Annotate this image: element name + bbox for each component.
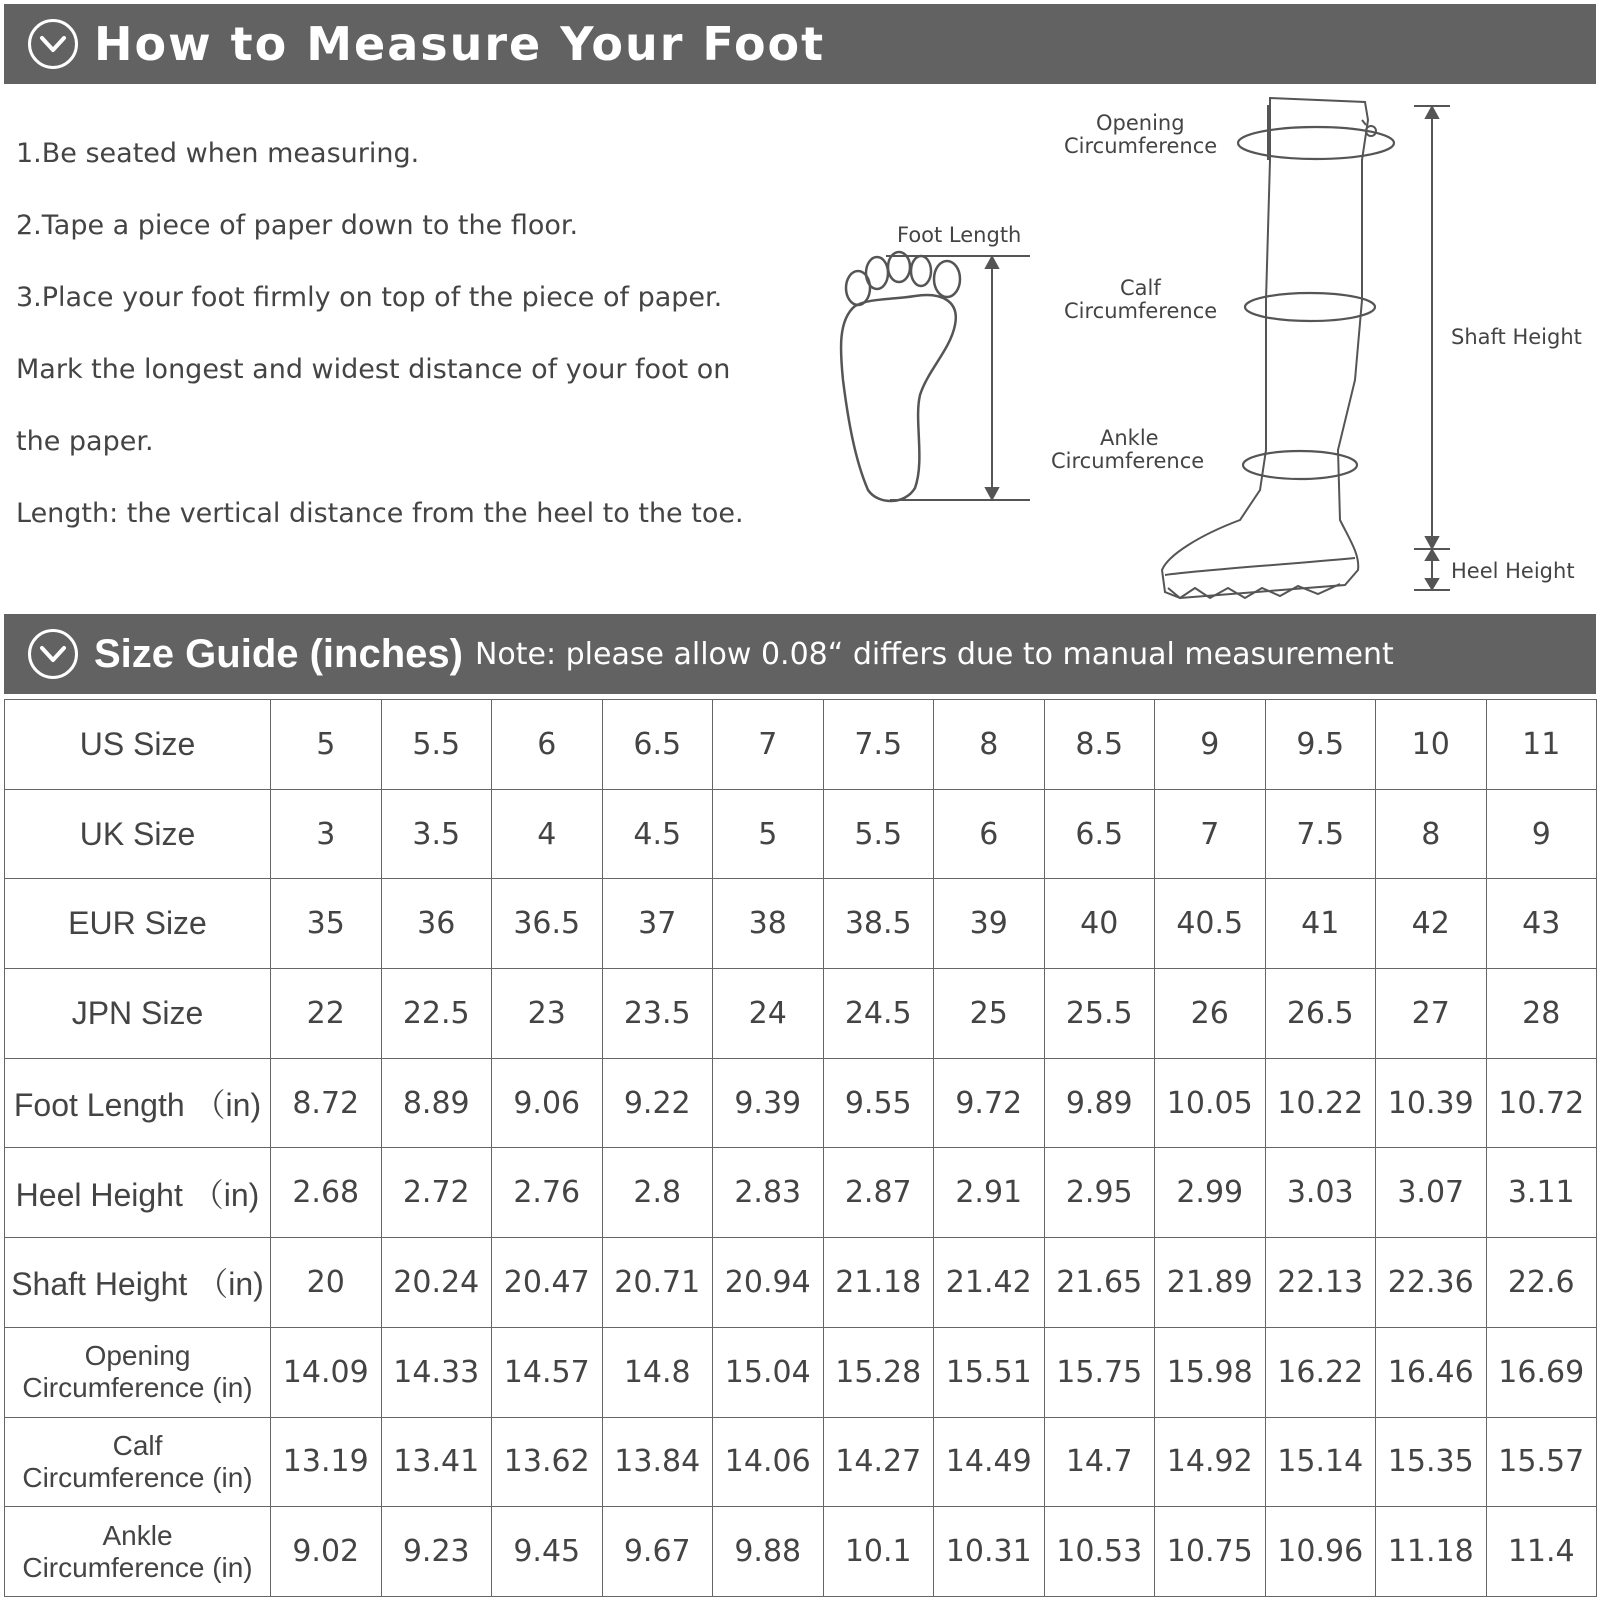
calf-label: Calf bbox=[1120, 276, 1161, 300]
table-cell: 2.99 bbox=[1155, 1148, 1266, 1238]
instruction-line: 2.Tape a piece of paper down to the floor. bbox=[16, 210, 579, 241]
table-cell: 13.41 bbox=[381, 1417, 492, 1507]
table-cell: 15.75 bbox=[1044, 1327, 1155, 1417]
table-cell: 35 bbox=[271, 879, 382, 969]
table-cell: 10.75 bbox=[1155, 1507, 1266, 1597]
table-cell: 13.84 bbox=[602, 1417, 713, 1507]
row-header: JPN Size bbox=[5, 969, 271, 1059]
table-cell: 10.72 bbox=[1486, 1058, 1597, 1148]
table-cell: 15.04 bbox=[713, 1327, 824, 1417]
table-cell: 2.68 bbox=[271, 1148, 382, 1238]
instruction-line: Length: the vertical distance from the heel to the toe. bbox=[16, 498, 744, 529]
table-cell: 20.94 bbox=[713, 1238, 824, 1328]
shaft-height-label: Shaft Height bbox=[1451, 325, 1582, 349]
table-cell: 5.5 bbox=[823, 789, 934, 879]
row-header bbox=[5, 1327, 271, 1417]
table-cell: 38.5 bbox=[823, 879, 934, 969]
table-row bbox=[5, 879, 1597, 969]
table-cell: 20.47 bbox=[492, 1238, 603, 1328]
instruction-line: 1.Be seated when measuring. bbox=[16, 138, 420, 169]
table-cell: 16.22 bbox=[1265, 1327, 1376, 1417]
table-cell: 2.83 bbox=[713, 1148, 824, 1238]
row-header: Foot Length （in) bbox=[5, 1058, 271, 1148]
table-cell: 9.39 bbox=[713, 1058, 824, 1148]
table-cell: 40 bbox=[1044, 879, 1155, 969]
row-header bbox=[5, 1417, 271, 1507]
table-cell: 25.5 bbox=[1044, 969, 1155, 1059]
table-cell: 14.09 bbox=[271, 1327, 382, 1417]
size-guide-note: Note: please allow 0.08“ differs due to manual measurement bbox=[474, 636, 1394, 672]
table-cell: 20.24 bbox=[381, 1238, 492, 1328]
table-cell: 38 bbox=[713, 879, 824, 969]
table-cell: 9 bbox=[1155, 700, 1266, 790]
row-header-line: Circumference (in) bbox=[22, 1461, 253, 1493]
table-cell: 27 bbox=[1376, 969, 1487, 1059]
table-cell: 14.06 bbox=[713, 1417, 824, 1507]
table-cell: 4 bbox=[492, 789, 603, 879]
table-cell: 14.27 bbox=[823, 1417, 934, 1507]
table-cell: 13.19 bbox=[271, 1417, 382, 1507]
table-cell: 3.07 bbox=[1376, 1148, 1487, 1238]
table-cell: 7.5 bbox=[1265, 789, 1376, 879]
row-header-line: Opening bbox=[84, 1340, 191, 1372]
table-cell: 23.5 bbox=[602, 969, 713, 1059]
table-cell: 26 bbox=[1155, 969, 1266, 1059]
table-cell: 14.57 bbox=[492, 1327, 603, 1417]
opening-label: Circumference bbox=[1064, 134, 1218, 158]
table-cell: 26.5 bbox=[1265, 969, 1376, 1059]
table-cell: 22.36 bbox=[1376, 1238, 1487, 1328]
table-row bbox=[5, 1327, 1597, 1417]
table-cell: 9.5 bbox=[1265, 700, 1376, 790]
table-cell: 7 bbox=[713, 700, 824, 790]
table-cell: 14.8 bbox=[602, 1327, 713, 1417]
table-cell: 2.91 bbox=[934, 1148, 1045, 1238]
table-cell: 25 bbox=[934, 969, 1045, 1059]
boot-outline-icon bbox=[1162, 98, 1376, 598]
measure-instructions bbox=[16, 118, 776, 550]
table-cell: 28 bbox=[1486, 969, 1597, 1059]
table-cell: 16.69 bbox=[1486, 1327, 1597, 1417]
calf-label: Circumference bbox=[1064, 299, 1218, 323]
page-title: How to Measure Your Foot bbox=[94, 17, 826, 71]
table-cell: 8 bbox=[934, 700, 1045, 790]
table-cell: 8 bbox=[1376, 789, 1487, 879]
table-cell: 3.03 bbox=[1265, 1148, 1376, 1238]
size-guide-header bbox=[4, 614, 1596, 694]
table-cell: 11.18 bbox=[1376, 1507, 1487, 1597]
table-cell: 9.67 bbox=[602, 1507, 713, 1597]
table-cell: 6.5 bbox=[602, 700, 713, 790]
chevron-down-circle-icon bbox=[28, 19, 78, 69]
table-cell: 2.95 bbox=[1044, 1148, 1155, 1238]
row-header: UK Size bbox=[5, 789, 271, 879]
table-cell: 6.5 bbox=[1044, 789, 1155, 879]
ankle-label: Ankle bbox=[1100, 426, 1159, 450]
instruction-line: 3.Place your foot firmly on top of the piece of paper. bbox=[16, 282, 723, 313]
table-cell: 22.13 bbox=[1265, 1238, 1376, 1328]
ankle-label: Circumference bbox=[1051, 449, 1205, 473]
table-cell: 40.5 bbox=[1155, 879, 1266, 969]
row-header-line: Ankle bbox=[102, 1519, 173, 1551]
table-cell: 9.88 bbox=[713, 1507, 824, 1597]
measure-header bbox=[4, 4, 1596, 84]
table-cell: 3.5 bbox=[381, 789, 492, 879]
table-cell: 36.5 bbox=[492, 879, 603, 969]
table-cell: 5 bbox=[713, 789, 824, 879]
table-cell: 2.87 bbox=[823, 1148, 934, 1238]
table-cell: 20 bbox=[271, 1238, 382, 1328]
table-cell: 10.22 bbox=[1265, 1058, 1376, 1148]
table-row bbox=[5, 1238, 1597, 1328]
table-cell: 9.02 bbox=[271, 1507, 382, 1597]
table-cell: 42 bbox=[1376, 879, 1487, 969]
table-cell: 6 bbox=[492, 700, 603, 790]
table-cell: 15.98 bbox=[1155, 1327, 1266, 1417]
row-header: Shaft Height （in) bbox=[5, 1238, 271, 1328]
table-cell: 14.49 bbox=[934, 1417, 1045, 1507]
table-cell: 5 bbox=[271, 700, 382, 790]
table-cell: 24 bbox=[713, 969, 824, 1059]
circumference-rings bbox=[1238, 127, 1394, 479]
table-cell: 10.96 bbox=[1265, 1507, 1376, 1597]
row-header: US Size bbox=[5, 700, 271, 790]
table-row bbox=[5, 1058, 1597, 1148]
table-cell: 10.53 bbox=[1044, 1507, 1155, 1597]
table-cell: 9 bbox=[1486, 789, 1597, 879]
instruction-line: the paper. bbox=[16, 426, 154, 457]
table-cell: 21.65 bbox=[1044, 1238, 1155, 1328]
table-cell: 8.72 bbox=[271, 1058, 382, 1148]
table-cell: 2.76 bbox=[492, 1148, 603, 1238]
table-cell: 15.51 bbox=[934, 1327, 1045, 1417]
table-cell: 2.8 bbox=[602, 1148, 713, 1238]
table-cell: 41 bbox=[1265, 879, 1376, 969]
table-cell: 10.31 bbox=[934, 1507, 1045, 1597]
table-row bbox=[5, 1148, 1597, 1238]
heel-height-label: Heel Height bbox=[1451, 559, 1575, 583]
table-cell: 11 bbox=[1486, 700, 1597, 790]
table-cell: 9.72 bbox=[934, 1058, 1045, 1148]
table-cell: 36 bbox=[381, 879, 492, 969]
table-cell: 14.7 bbox=[1044, 1417, 1155, 1507]
table-cell: 10 bbox=[1376, 700, 1487, 790]
table-cell: 39 bbox=[934, 879, 1045, 969]
table-cell: 9.55 bbox=[823, 1058, 934, 1148]
shaft-height-indicator bbox=[1414, 106, 1450, 549]
table-cell: 15.35 bbox=[1376, 1417, 1487, 1507]
size-table bbox=[4, 699, 1597, 1597]
table-cell: 8.5 bbox=[1044, 700, 1155, 790]
row-header-line: Circumference (in) bbox=[22, 1551, 253, 1583]
table-row bbox=[5, 969, 1597, 1059]
heel-height-indicator bbox=[1414, 550, 1450, 590]
table-cell: 22.5 bbox=[381, 969, 492, 1059]
table-cell: 23 bbox=[492, 969, 603, 1059]
table-cell: 4.5 bbox=[602, 789, 713, 879]
table-row bbox=[5, 1507, 1597, 1597]
size-guide-title: Size Guide (inches) bbox=[94, 631, 463, 676]
table-cell: 15.14 bbox=[1265, 1417, 1376, 1507]
foot-length-label: Foot Length bbox=[897, 223, 1022, 247]
table-cell: 9.06 bbox=[492, 1058, 603, 1148]
table-cell: 10.05 bbox=[1155, 1058, 1266, 1148]
table-cell: 14.33 bbox=[381, 1327, 492, 1417]
table-cell: 21.18 bbox=[823, 1238, 934, 1328]
table-cell: 15.28 bbox=[823, 1327, 934, 1417]
table-cell: 16.46 bbox=[1376, 1327, 1487, 1417]
table-cell: 37 bbox=[602, 879, 713, 969]
table-cell: 8.89 bbox=[381, 1058, 492, 1148]
table-cell: 43 bbox=[1486, 879, 1597, 969]
row-header: Heel Height （in) bbox=[5, 1148, 271, 1238]
table-row bbox=[5, 789, 1597, 879]
table-row bbox=[5, 700, 1597, 790]
table-cell: 10.1 bbox=[823, 1507, 934, 1597]
row-header-line: Calf bbox=[112, 1429, 163, 1461]
table-cell: 14.92 bbox=[1155, 1417, 1266, 1507]
table-cell: 10.39 bbox=[1376, 1058, 1487, 1148]
table-cell: 21.89 bbox=[1155, 1238, 1266, 1328]
table-cell: 15.57 bbox=[1486, 1417, 1597, 1507]
chevron-down-circle-icon bbox=[28, 629, 78, 679]
foot-length-indicator bbox=[886, 256, 1030, 500]
table-cell: 9.89 bbox=[1044, 1058, 1155, 1148]
row-header bbox=[5, 1507, 271, 1597]
table-row bbox=[5, 1417, 1597, 1507]
table-cell: 3.11 bbox=[1486, 1148, 1597, 1238]
table-cell: 20.71 bbox=[602, 1238, 713, 1328]
table-cell: 3 bbox=[271, 789, 382, 879]
foot-outline-icon bbox=[841, 252, 960, 501]
table-cell: 11.4 bbox=[1486, 1507, 1597, 1597]
table-cell: 22.6 bbox=[1486, 1238, 1597, 1328]
table-cell: 6 bbox=[934, 789, 1045, 879]
table-cell: 2.72 bbox=[381, 1148, 492, 1238]
row-header-line: Circumference (in) bbox=[22, 1372, 253, 1404]
table-cell: 24.5 bbox=[823, 969, 934, 1059]
table-cell: 7.5 bbox=[823, 700, 934, 790]
table-cell: 5.5 bbox=[381, 700, 492, 790]
instruction-line: Mark the longest and widest distance of your foot on bbox=[16, 354, 731, 385]
table-cell: 21.42 bbox=[934, 1238, 1045, 1328]
table-cell: 7 bbox=[1155, 789, 1266, 879]
table-cell: 13.62 bbox=[492, 1417, 603, 1507]
table-cell: 9.23 bbox=[381, 1507, 492, 1597]
opening-label: Opening bbox=[1096, 111, 1185, 135]
table-cell: 9.45 bbox=[492, 1507, 603, 1597]
table-cell: 9.22 bbox=[602, 1058, 713, 1148]
row-header: EUR Size bbox=[5, 879, 271, 969]
table-cell: 22 bbox=[271, 969, 382, 1059]
